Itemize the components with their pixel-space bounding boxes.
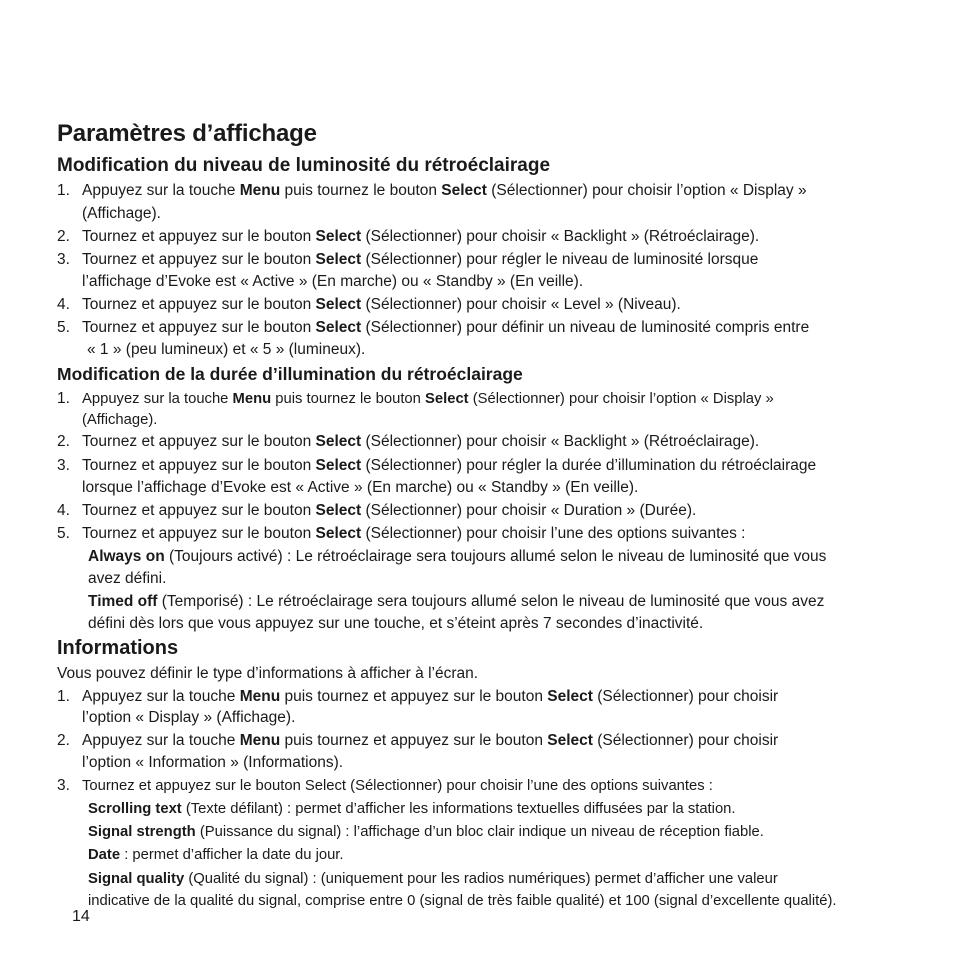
bold-term: Select [315, 228, 362, 245]
step-number: 4. [57, 502, 70, 519]
text-run: lorsque l’affichage d’Evoke est « Active » (En marche) ou « Standby » (En veille). [82, 479, 639, 496]
text-run: Appuyez sur la touche [82, 688, 240, 705]
bold-term: Always on [88, 548, 165, 565]
step-number: 4. [57, 296, 70, 313]
text-run: : permet d’afficher la date du jour. [120, 847, 344, 863]
text-run: (Toujours activé) : Le rétroéclairage sera toujours allumé selon le niveau de luminosité que vous [164, 548, 827, 565]
text-line [82, 731, 778, 751]
bold-term: Signal quality [88, 871, 185, 887]
text-run: Tournez et appuyez sur le bouton [82, 319, 316, 336]
text-run: l’option « Display » (Affichage). [82, 709, 296, 726]
text-run: défini dès lors que vous appuyez sur une touche, et s’éteint après 7 secondes d’inactivité. [88, 615, 704, 632]
text-run: Tournez et appuyez sur le bouton [82, 251, 316, 268]
text-run: (Sélectionner) pour choisir l’une des options suivantes : [361, 525, 746, 542]
bold-term: Date [88, 847, 121, 863]
text-run: Appuyez sur la touche [82, 732, 240, 749]
text-run: Tournez et appuyez sur le bouton [82, 228, 316, 245]
text-run: (Temporisé) : Le rétroéclairage sera toujours allumé selon le niveau de luminosité que vous avez [157, 593, 825, 610]
text-run: Tournez et appuyez sur le bouton [82, 525, 316, 542]
text-run: (Puissance du signal) : l’affichage d’un bloc clair indique un niveau de réception fiable. [195, 824, 764, 840]
bold-term: Select [547, 732, 593, 749]
bold-term: Select [315, 457, 362, 474]
text-line [82, 181, 807, 201]
bold-term: Select [315, 251, 362, 268]
text-run: l’option « Information » (Informations). [82, 754, 344, 771]
text-line [88, 592, 824, 612]
section-heading-duration: Modification de la durée d’illumination du rétroéclairage [57, 364, 523, 384]
text-line [88, 845, 344, 865]
text-line [82, 456, 816, 476]
text-run: (Sélectionner) pour choisir « Backlight » (Rétroéclairage). [361, 433, 760, 450]
bold-term: Scrolling text [88, 801, 182, 817]
text-run: (Sélectionner) pour régler le niveau de luminosité lorsque [361, 251, 759, 268]
text-run: (Sélectionner) pour choisir l’option « Display » [486, 182, 807, 199]
text-run: puis tournez le bouton [280, 182, 442, 199]
text-line [82, 410, 157, 430]
text-run: (Sélectionner) pour choisir [592, 732, 779, 749]
text-run: (Sélectionner) pour choisir l’option « Display » [468, 391, 774, 407]
step-number: 3. [57, 251, 70, 268]
text-run: (Sélectionner) pour choisir « Level » (Niveau). [361, 296, 681, 313]
text-run: Appuyez sur la touche [82, 182, 240, 199]
text-line [82, 272, 583, 292]
text-run: avez défini. [88, 570, 167, 587]
bold-term: Menu [239, 688, 281, 705]
step-number: 5. [57, 525, 70, 542]
bold-term: Select [315, 296, 362, 313]
text-line [82, 227, 759, 247]
section-heading-brightness: Modification du niveau de luminosité du rétroéclairage [57, 155, 551, 176]
step-number: 2. [57, 228, 70, 245]
text-run: (Sélectionner) pour régler la durée d’illumination du rétroéclairage [361, 457, 817, 474]
text-line [88, 822, 764, 842]
text-line [82, 687, 778, 707]
page-number: 14 [72, 908, 90, 925]
step-number: 3. [57, 777, 70, 794]
text-line [88, 547, 826, 567]
step-number: 1. [57, 390, 70, 407]
text-run: indicative de la qualité du signal, comprise entre 0 (signal de très faible qualité) et 100 (signal d’excellente qualité). [88, 893, 837, 909]
text-line [88, 569, 166, 589]
text-line [82, 708, 295, 728]
text-run: (Qualité du signal) : (uniquement pour les radios numériques) permet d’afficher une valeur [184, 871, 778, 887]
text-line [82, 753, 343, 773]
information-intro: Vous pouvez définir le type d’informations à afficher à l’écran. [57, 665, 479, 682]
text-line [82, 295, 681, 315]
bold-term: Menu [239, 732, 281, 749]
bold-term: Select [315, 525, 362, 542]
step-number: 1. [57, 182, 70, 199]
text-line [82, 776, 713, 796]
text-run: Tournez et appuyez sur le bouton Select (Sélectionner) pour choisir l’une des options suivantes : [82, 778, 713, 794]
page-title: Paramètres d’affichage [57, 120, 317, 147]
text-run: (Sélectionner) pour définir un niveau de luminosité compris entre [361, 319, 810, 336]
bold-term: Select [315, 502, 362, 519]
bold-term: Menu [232, 391, 272, 407]
step-number: 2. [57, 732, 70, 749]
text-line [88, 891, 837, 911]
text-run: (Affichage). [82, 412, 158, 428]
text-line [82, 250, 758, 270]
section-heading-information: Informations [57, 637, 179, 659]
text-line [88, 869, 778, 889]
text-line [87, 340, 365, 360]
text-line [82, 318, 809, 338]
step-number: 1. [57, 688, 70, 705]
text-run: (Affichage). [82, 205, 161, 222]
step-number: 3. [57, 457, 70, 474]
text-line [82, 204, 161, 224]
bold-term: Menu [239, 182, 281, 199]
step-number: 5. [57, 319, 70, 336]
text-run: (Sélectionner) pour choisir « Backlight » (Rétroéclairage). [361, 228, 760, 245]
text-line [82, 389, 774, 409]
bold-term: Signal strength [88, 824, 196, 840]
text-run: puis tournez le bouton [271, 391, 426, 407]
step-number: 2. [57, 433, 70, 450]
text-run: Tournez et appuyez sur le bouton [82, 502, 316, 519]
text-run: puis tournez et appuyez sur le bouton [280, 732, 548, 749]
text-run: Appuyez sur la touche [82, 391, 233, 407]
text-run: « 1 » (peu lumineux) et « 5 » (lumineux). [87, 341, 366, 358]
text-line [82, 432, 759, 452]
bold-term: Select [441, 182, 487, 199]
bold-term: Select [315, 433, 362, 450]
text-line [82, 501, 696, 521]
text-line [88, 799, 736, 819]
text-run: l’affichage d’Evoke est « Active » (En marche) ou « Standby » (En veille). [82, 273, 584, 290]
text-run: puis tournez et appuyez sur le bouton [280, 688, 548, 705]
text-line [82, 524, 745, 544]
text-run: (Texte défilant) : permet d’afficher les informations textuelles diffusées par la station. [181, 801, 736, 817]
bold-term: Select [547, 688, 593, 705]
text-run: Tournez et appuyez sur le bouton [82, 433, 316, 450]
text-run: (Sélectionner) pour choisir « Duration » (Durée). [361, 502, 697, 519]
text-run: (Sélectionner) pour choisir [592, 688, 779, 705]
text-run: Tournez et appuyez sur le bouton [82, 296, 316, 313]
bold-term: Select [425, 391, 469, 407]
text-line [82, 478, 638, 498]
text-line [88, 614, 703, 634]
bold-term: Select [315, 319, 362, 336]
bold-term: Timed off [88, 593, 158, 610]
text-run: Tournez et appuyez sur le bouton [82, 457, 316, 474]
